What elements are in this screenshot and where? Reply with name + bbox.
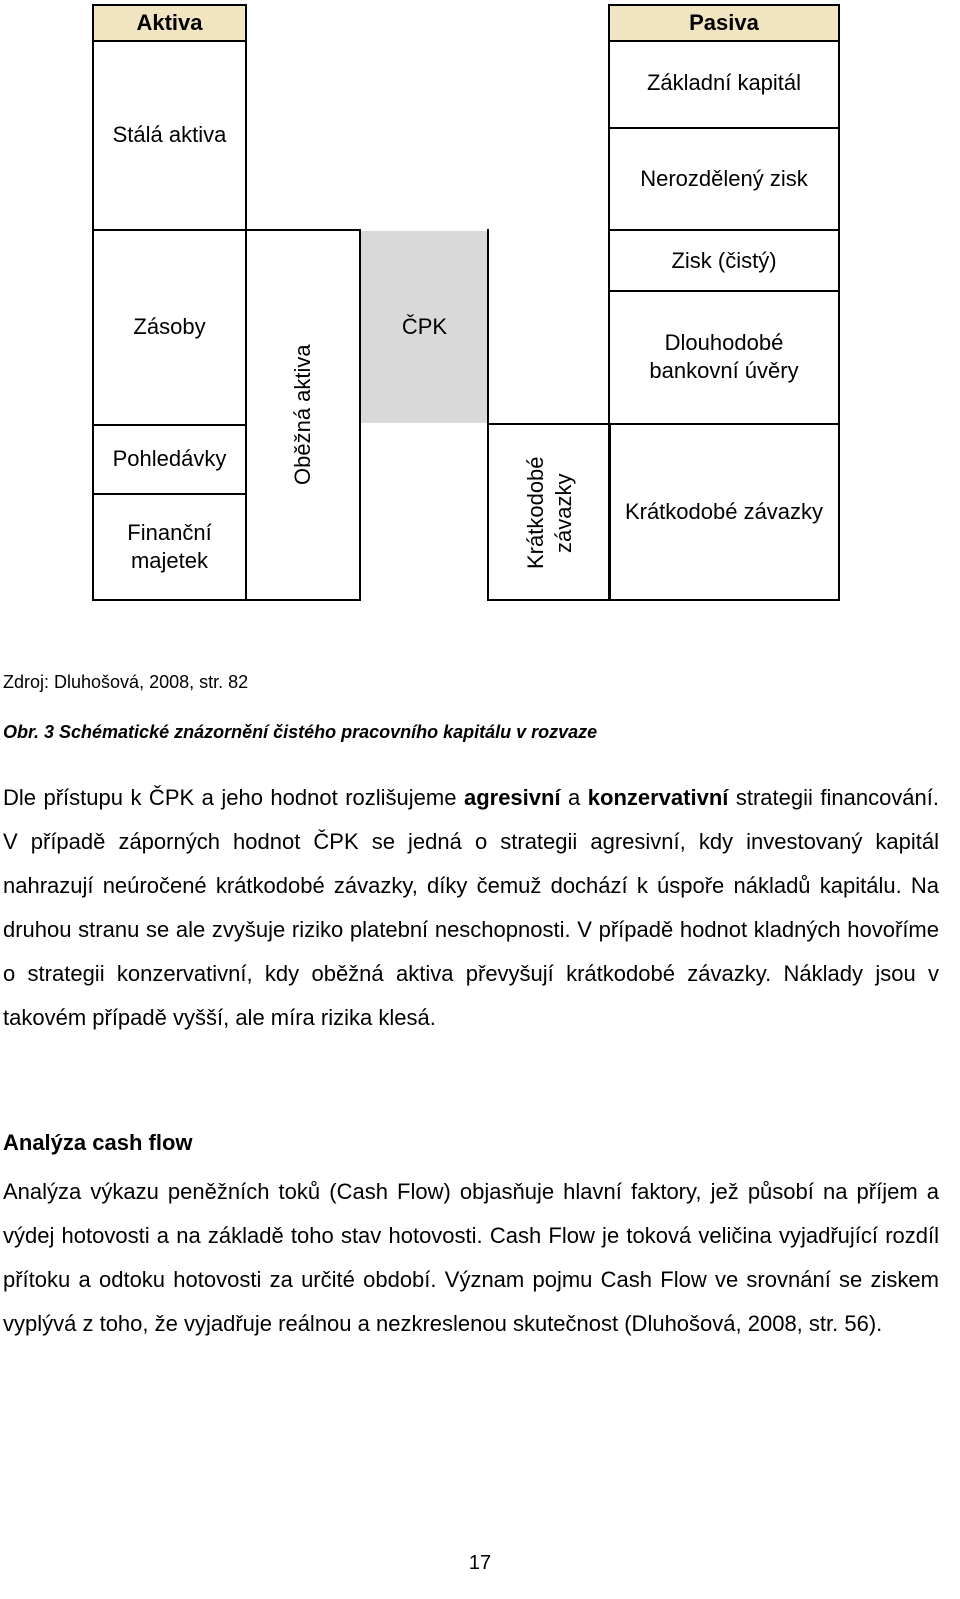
para1-text-2: a xyxy=(560,785,588,810)
para1-text-1: Dle přístupu k ČPK a jeho hodnot rozlišujeme xyxy=(3,785,464,810)
zakladni-kapital-label: Základní kapitál xyxy=(646,70,802,95)
financni-majetek-label xyxy=(94,518,245,576)
page-number: 17 xyxy=(468,1552,492,1574)
cpk-right-edge xyxy=(487,229,489,424)
zasoby-label: Zásoby xyxy=(133,314,206,339)
financni-majetek-line-1: Finanční xyxy=(127,520,212,545)
para1-text-3: strategii financování. V případě záporných hodnot ČPK se jedná o strategii agresivní, kdy investovaný kapitál nahrazují neúročené krátkodobé závazky, díky čemuž dochází k úspoře nákladů kapitálu. Na druhou stranu se ale zvyšuje riziko platební neschopnosti. V případě hodnot kladných hovoříme o strategii konzervativní, kdy oběžná aktiva převyšují krátkodobé závazky. Náklady jsou v takovém případě vyšší, ale míra rizika klesá. xyxy=(3,785,940,1030)
pasiva-header: Pasiva xyxy=(608,4,840,42)
section-heading: Analýza cash flow xyxy=(3,1130,193,1155)
aktiva-header: Aktiva xyxy=(92,4,247,42)
paragraph-cash-flow: Analýza výkazu peněžních toků (Cash Flow) objasňuje hlavní faktory, jež působí na příjem a výdej hotovosti a na základě toho stav hotovosti. Cash Flow je toková veličina vyjadřující rozdíl přítoku a odtoku hotovosti za určité období. Význam pojmu Cash Flow ve srovnání se ziskem vyplývá z toho, že vyjadřuje reálnou a nezkreslenou skutečnost (Dluhošová, 2008, str. 56). xyxy=(3,1179,939,1336)
pasiva-divider-3 xyxy=(608,290,840,292)
para1-bold-konzervativni: konzervativní xyxy=(587,785,729,810)
pasiva-divider-1 xyxy=(608,127,840,129)
para1-bold-agresivni: agresivní xyxy=(463,785,561,810)
pohledavky-label: Pohledávky xyxy=(112,446,227,471)
stala-aktiva-label: Stálá aktiva xyxy=(112,122,227,147)
paragraph-strategies xyxy=(3,776,939,1040)
kratkodobe-vert-label xyxy=(520,432,580,594)
cpk-label: ČPK xyxy=(401,314,448,339)
aktiva-divider-1 xyxy=(92,229,247,231)
zisk-cisty-label: Zisk (čistý) xyxy=(671,248,777,273)
pasiva-divider-4 xyxy=(608,423,840,425)
financni-majetek-line-2: majetek xyxy=(130,548,209,573)
dlouhodobe-line-2: bankovní úvěry xyxy=(649,358,799,383)
obezna-aktiva-label: Oběžná aktiva xyxy=(290,344,315,486)
kratkodobe-vert-line-1: Krátkodobé xyxy=(523,456,548,570)
figure-source: Zdroj: Dluhošová, 2008, str. 82 xyxy=(3,672,249,692)
nerozdeleny-zisk-label: Nerozdělený zisk xyxy=(640,166,808,191)
kratkodobe-zavazky-label: Krátkodobé závazky xyxy=(624,499,824,524)
aktiva-divider-2 xyxy=(92,424,247,426)
kratkodobe-vert-line-2: závazky xyxy=(551,473,576,553)
figure-caption: Obr. 3 Schématické znázornění čistého pracovního kapitálu v rozvaze xyxy=(3,722,598,742)
dlouhodobe-line-1: Dlouhodobé xyxy=(664,330,784,355)
pasiva-divider-2 xyxy=(608,229,840,231)
aktiva-divider-3 xyxy=(92,493,247,495)
dlouhodobe-uvery-label xyxy=(610,328,838,386)
